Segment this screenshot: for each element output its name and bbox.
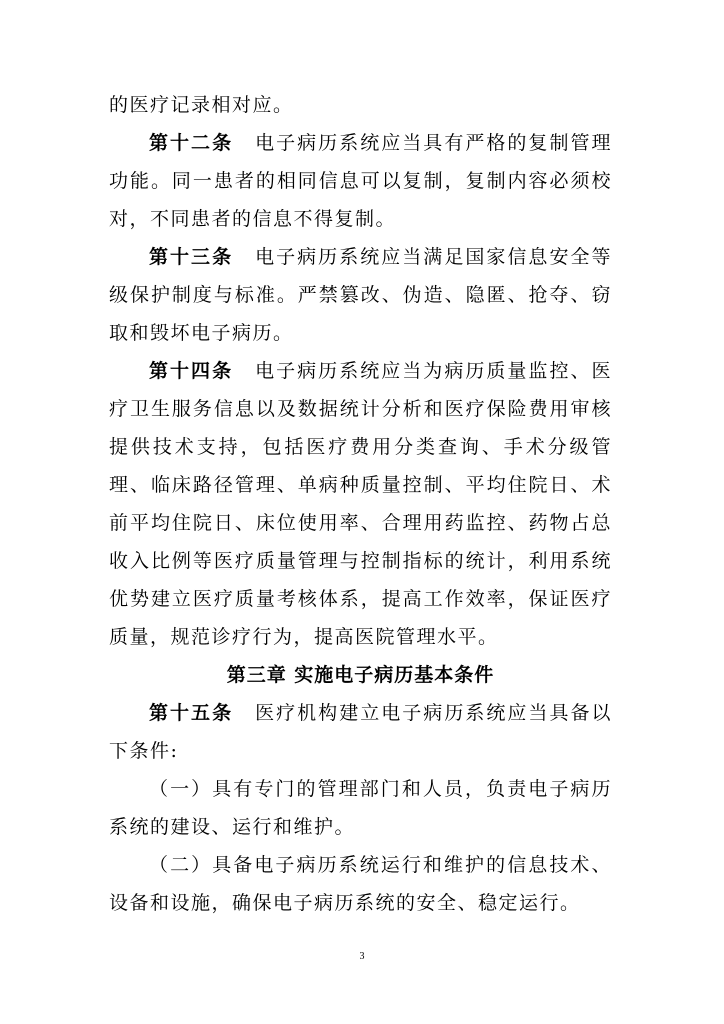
- document-body: [109, 86, 612, 922]
- article-13: [109, 238, 612, 352]
- article-12: [109, 124, 612, 238]
- condition-item-1: [109, 770, 612, 846]
- article-heading: 第十二条: [149, 132, 234, 154]
- condition-item-2: [109, 846, 612, 922]
- chapter-title: 第三章 实施电子病历基本条件: [226, 664, 495, 686]
- article-14: [109, 352, 612, 656]
- article-text: 电子病历系统应当为病历质量监控、医疗卫生服务信息以及数据统计分析和医疗保险费用审核提供技术支持，包括医疗费用分类查询、手术分级管理、临床路径管理、单病种质量控制、平均住院日、术前平均住院日、床位使用率、合理用药监控、药物占总收入比例等医疗质量管理与控制指标的统计，利用系统优势建立医疗质量考核体系，提高工作效率，保证医疗质量，规范诊疗行为，提高医院管理水平。: [109, 360, 612, 648]
- article-heading: 第十三条: [149, 246, 234, 268]
- article-text: 电子病历系统应当满足国家信息安全等级保护制度与标准。严禁篡改、伪造、隐匿、抢夺、窃取和毁坏电子病历。: [109, 246, 612, 344]
- article-text: 电子病历系统应当具有严格的复制管理功能。同一患者的相同信息可以复制，复制内容必须校对，不同患者的信息不得复制。: [109, 132, 612, 230]
- condition-text: （一）具有专门的管理部门和人员，负责电子病历系统的建设、运行和维护。: [109, 778, 612, 838]
- page-number: 3: [359, 951, 365, 962]
- condition-text: （二）具备电子病历系统运行和维护的信息技术、设备和设施，确保电子病历系统的安全、稳定运行。: [109, 854, 612, 914]
- paragraph-continuation: [109, 86, 612, 124]
- paragraph-text: 的医疗记录相对应。: [109, 94, 294, 116]
- article-text: 医疗机构建立电子病历系统应当具备以下条件:: [109, 702, 612, 762]
- article-heading: 第十五条: [149, 702, 234, 724]
- article-15: [109, 694, 612, 770]
- article-heading: 第十四条: [149, 360, 234, 382]
